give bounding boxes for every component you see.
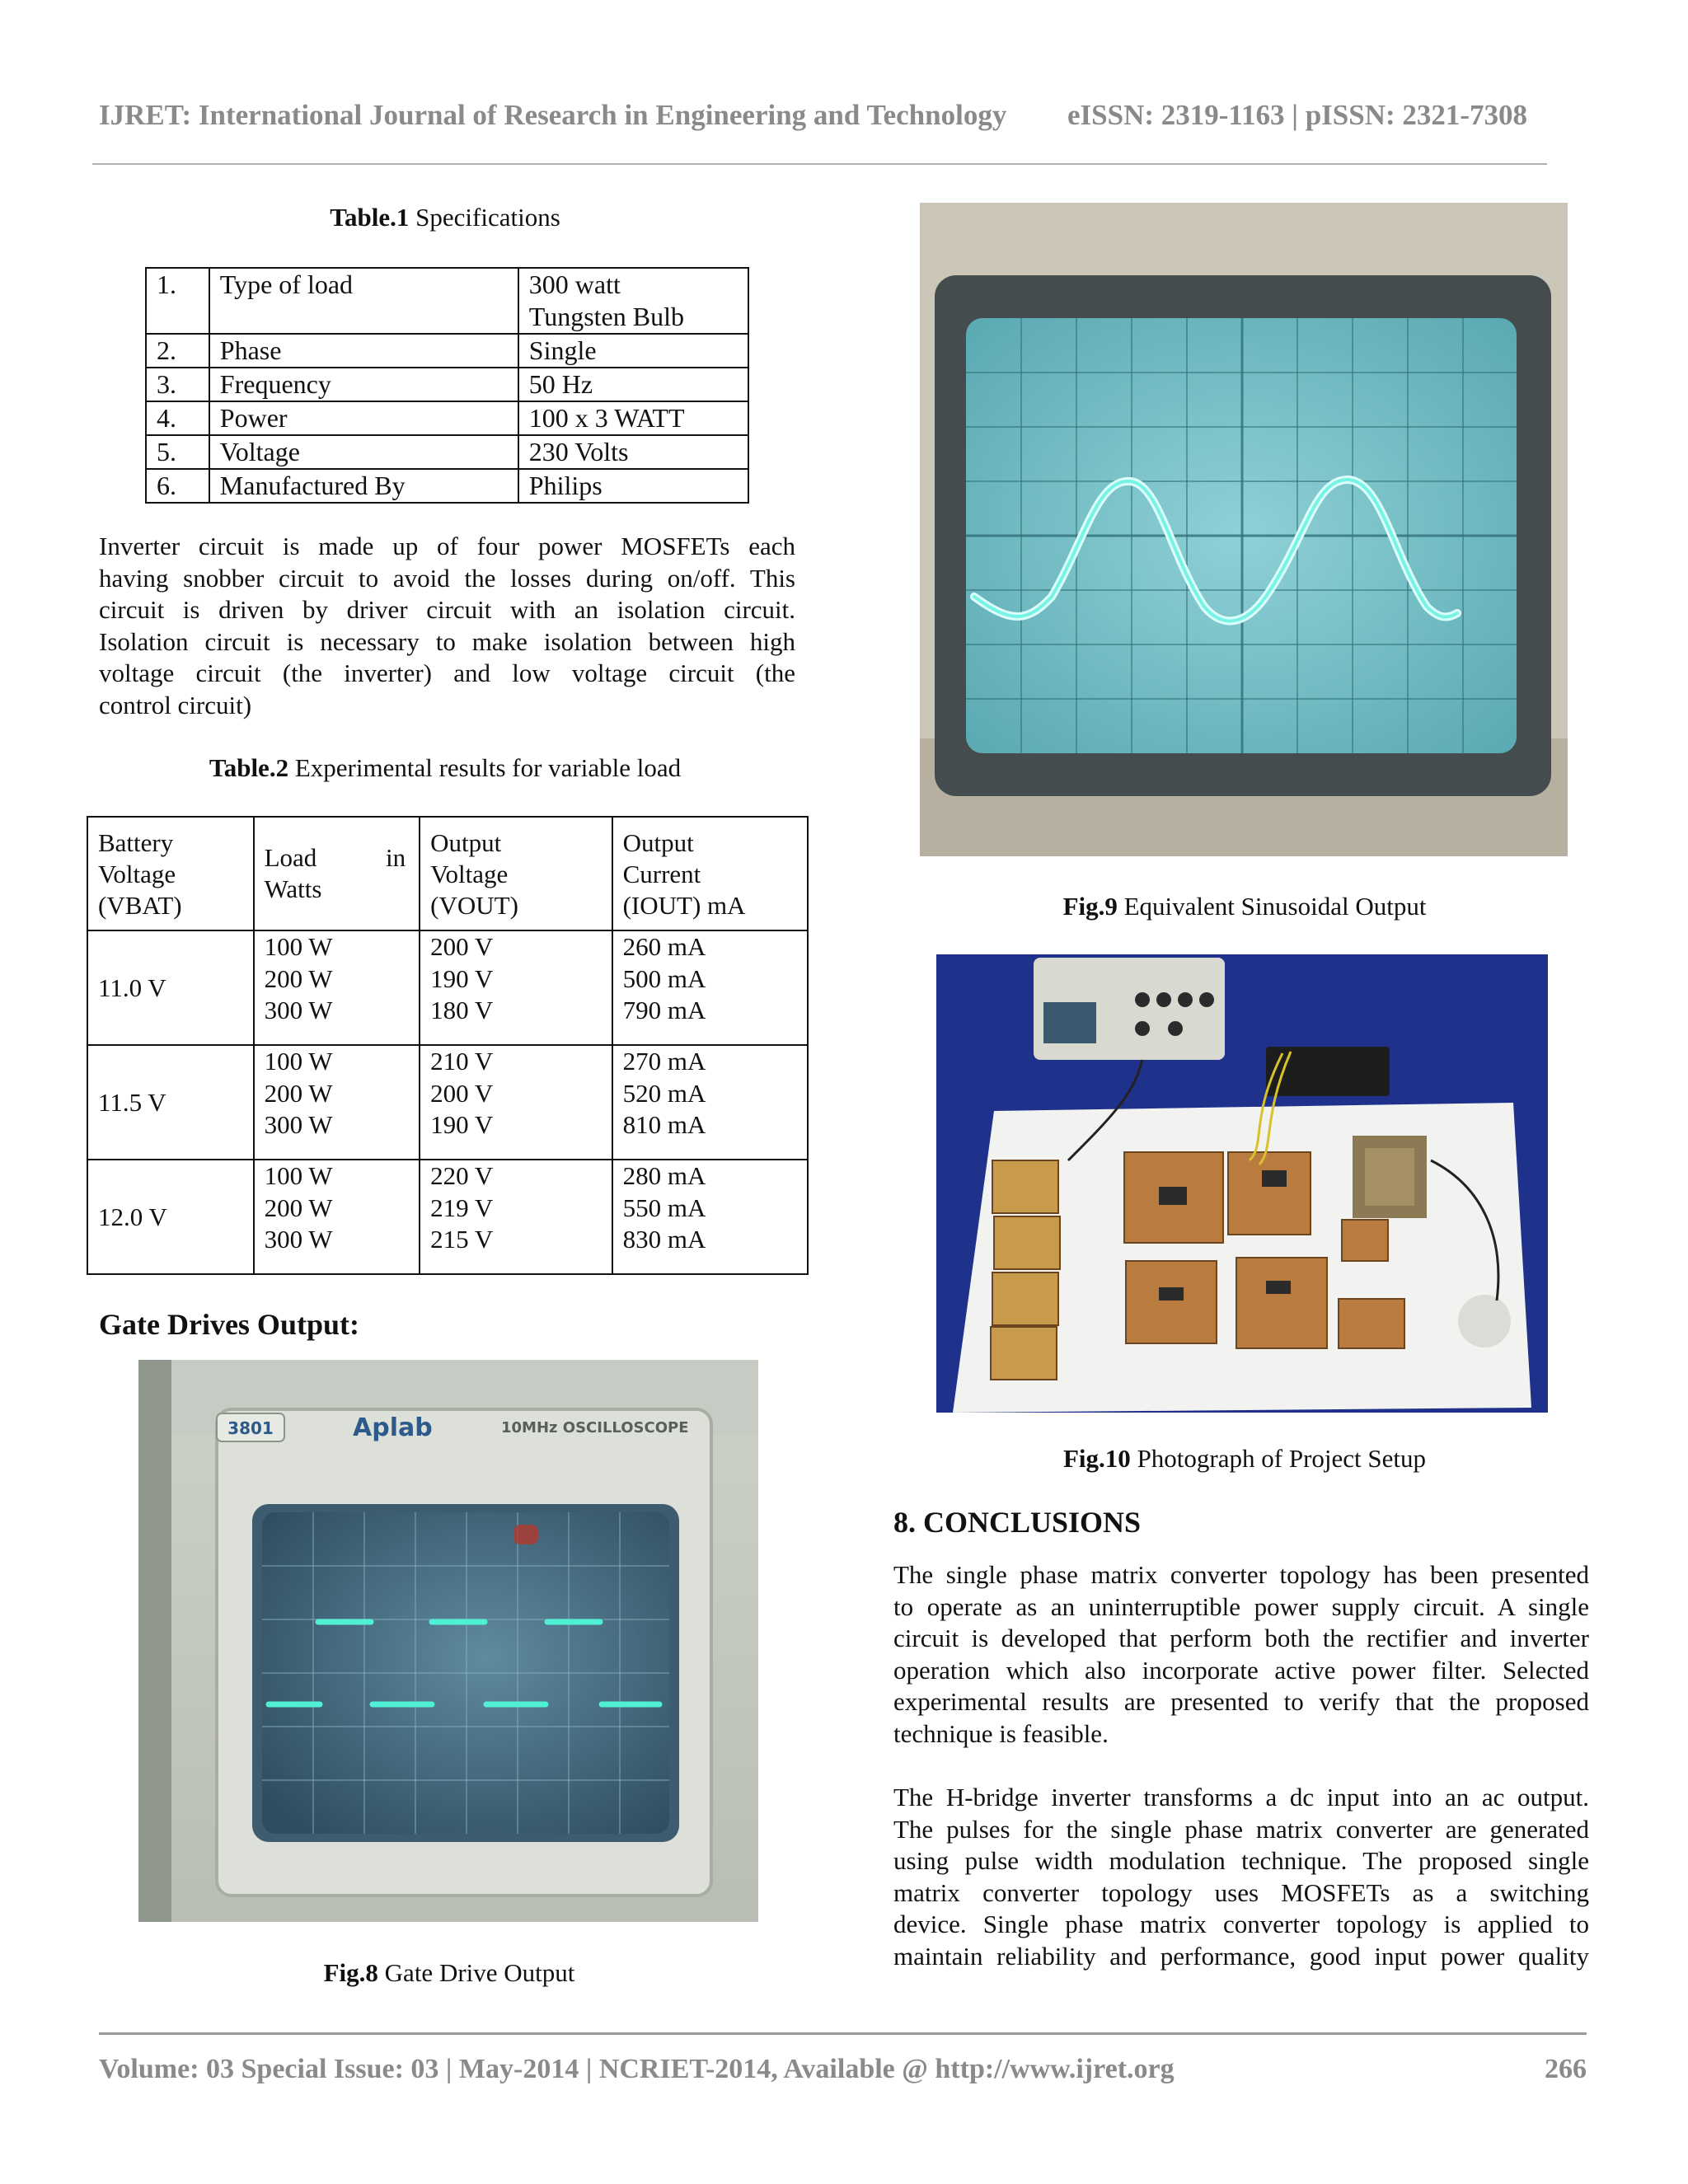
text-line: experimental results are presented to verify that the proposed [893, 1687, 1589, 1717]
footer-rule [99, 2032, 1587, 2035]
cell-line: 550 mA [622, 1193, 706, 1222]
cell-line: in [386, 843, 406, 872]
table-cell: 11.5 V [87, 1045, 254, 1160]
cell-line: Output [430, 828, 502, 857]
text-line: voltage circuit (the inverter) and low voltage circuit (the [99, 658, 795, 688]
journal-issn: eISSN: 2319-1163 | pISSN: 2321-7308 [1067, 99, 1528, 131]
cell-line: Voltage [98, 860, 176, 888]
table-cell: 5. [146, 435, 209, 469]
oscilloscope-photo [138, 1360, 758, 1922]
text-line: Isolation circuit is necessary to make isolation between high [99, 626, 795, 656]
text-line: Inverter circuit is made up of four power MOSFETs each [99, 532, 795, 560]
table-cell: 4. [146, 401, 209, 435]
cell-line: 180 V [430, 996, 494, 1024]
table1-caption [206, 203, 684, 232]
text-line: The single phase matrix converter topology has been presented [893, 1560, 1589, 1589]
table-cell: Voltage [209, 435, 518, 469]
cell-line: 100 W [264, 932, 333, 961]
cell-line: (IOUT) mA [622, 891, 746, 920]
text-line: matrix converter topology uses MOSFETs as a switching [893, 1877, 1589, 1907]
header-cell [420, 817, 612, 930]
fig8-photo [138, 1360, 758, 1922]
table-row [146, 268, 748, 334]
table-row [146, 368, 748, 401]
footer-text: Volume: 03 Special Issue: 03 | May-2014 | NCRIET-2014, Available @ http://www.ijret.org [99, 2054, 1175, 2084]
scope-model-text: 10MHz OSCILLOSCOPE [501, 1419, 689, 1436]
scope-brand-label: Aplab [353, 1413, 433, 1442]
table-cell: Philips [518, 469, 748, 503]
cell-line: Watts [264, 874, 322, 903]
table-cell: Phase [209, 334, 518, 368]
table-cell: 11.0 V [87, 930, 254, 1045]
fig8-caption-label: Fig.8 [323, 1958, 378, 1987]
text-line: circuit is driven by driver circuit with an isolation circuit. [99, 595, 795, 625]
table-row [146, 334, 748, 368]
table-cell: 6. [146, 469, 209, 503]
table-row [87, 930, 808, 1045]
table2-caption-text: Experimental results for variable load [288, 753, 682, 782]
table1-caption-text: Specifications [409, 203, 560, 232]
cell-line: 810 mA [622, 1110, 706, 1139]
cell-line: 520 mA [622, 1078, 706, 1108]
header-cell [87, 817, 254, 930]
cell-line: 500 mA [622, 963, 706, 993]
text-line: using pulse width modulation technique. The proposed single [893, 1846, 1589, 1876]
table-cell: 230 Volts [518, 435, 748, 469]
text-line: The H-bridge inverter transforms a dc input into an ac output. [893, 1783, 1589, 1811]
table-cell: 100 x 3 WATT [518, 401, 748, 435]
fig10-caption [989, 1444, 1500, 1474]
text-line: circuit is developed that perform both the rectifier and inverter [893, 1624, 1589, 1653]
experimental-results-table [87, 816, 809, 1275]
conclusions-paragraph-2 [893, 1782, 1589, 1973]
page-number: 266 [1545, 2054, 1587, 2084]
header-rule [92, 163, 1547, 165]
text-line: operation which also incorporate active power filter. Selected [893, 1655, 1589, 1685]
table-row [87, 1045, 808, 1160]
table1-caption-label: Table.1 [330, 203, 410, 232]
conclusions-paragraph-1 [893, 1559, 1589, 1750]
text-line: maintain reliability and performance, good input power quality [893, 1941, 1589, 1971]
cell-line: 210 V [430, 1047, 494, 1076]
text-line: The pulses for the single phase matrix converter are generated [893, 1814, 1589, 1844]
table-cell [420, 1045, 612, 1160]
gate-drives-heading: Gate Drives Output: [99, 1308, 359, 1341]
text-line: having snobber circuit to avoid the losses during on/off. This [99, 563, 795, 593]
table-cell: Type of load [209, 268, 518, 334]
fig9-caption-label: Fig.9 [1062, 892, 1118, 921]
fig9-caption-text: Equivalent Sinusoidal Output [1117, 892, 1427, 921]
table-cell [612, 930, 808, 1045]
cell-line: Output [622, 828, 694, 857]
cell-line: Current [622, 860, 701, 888]
table-row [146, 401, 748, 435]
cell-line: 300 W [264, 1110, 333, 1139]
header-cell [254, 817, 420, 930]
table-cell [254, 1045, 420, 1160]
fig10-photo [936, 954, 1548, 1413]
cell-line: Tungsten Bulb [528, 302, 684, 331]
fig10-caption-label: Fig.10 [1063, 1444, 1131, 1473]
table-cell: Power [209, 401, 518, 435]
cell-line: 260 mA [622, 932, 706, 961]
table-cell: 2. [146, 334, 209, 368]
table-cell [612, 1160, 808, 1274]
cell-line: Voltage [430, 860, 509, 888]
cell-line: 100 W [264, 1161, 333, 1190]
table-row [146, 435, 748, 469]
text-line: technique is feasible. [893, 1718, 1109, 1748]
cell-line: 190 V [430, 1110, 494, 1139]
specifications-table [145, 267, 749, 504]
table-cell: 3. [146, 368, 209, 401]
cell-line: (VOUT) [430, 891, 518, 920]
cell-line: 220 V [430, 1161, 494, 1190]
fig9-photo [920, 203, 1568, 856]
cell-line: 219 V [430, 1193, 494, 1222]
cell-line: (VBAT) [98, 891, 182, 920]
table-row [87, 1160, 808, 1274]
table-cell: Single [518, 334, 748, 368]
cell-line: 215 V [430, 1225, 494, 1254]
table-cell [612, 1045, 808, 1160]
cell-line: Load [264, 843, 317, 872]
cell-line: 190 V [430, 963, 494, 993]
cell-line: 300 W [264, 996, 333, 1024]
conclusions-heading: 8. CONCLUSIONS [893, 1506, 1142, 1539]
cell-line: 100 W [264, 1047, 333, 1076]
sinusoidal-oscilloscope-photo [920, 203, 1568, 856]
project-setup-photo [936, 954, 1548, 1413]
scope-model-label: 3801 [227, 1418, 274, 1438]
cell-line: Battery [98, 828, 174, 857]
text-line: to operate as an uninterruptible power supply circuit. A single [893, 1591, 1589, 1621]
cell-line: 200 V [430, 1078, 494, 1108]
table-cell: Manufactured By [209, 469, 518, 503]
fig10-caption-text: Photograph of Project Setup [1130, 1444, 1426, 1473]
text-line: device. Single phase matrix converter topology is applied to [893, 1910, 1589, 1939]
page-footer [99, 2054, 1587, 2085]
text-line: control circuit) [99, 690, 252, 719]
cell-line: 200 W [264, 963, 333, 993]
running-header [99, 99, 1550, 132]
inverter-paragraph [99, 531, 795, 722]
table2-caption [124, 753, 767, 783]
cell-line: 830 mA [622, 1225, 706, 1254]
table-header-row [87, 817, 808, 930]
cell-line: 280 mA [622, 1161, 706, 1190]
cell-line: 200 V [430, 932, 494, 961]
cell-line: 200 W [264, 1078, 333, 1108]
cell-line: 300 W [264, 1225, 333, 1254]
fig9-caption [1006, 892, 1484, 921]
cell-line: 790 mA [622, 996, 706, 1024]
table-cell: 1. [146, 268, 209, 334]
table-row [146, 469, 748, 503]
table-cell [420, 1160, 612, 1274]
table-cell [254, 930, 420, 1045]
cell-line: 270 mA [622, 1047, 706, 1076]
cell-line: 300 watt [528, 269, 621, 299]
table-cell [420, 930, 612, 1045]
journal-title: IJRET: International Journal of Research in Engineering and Technology [99, 99, 1007, 131]
table-cell: 12.0 V [87, 1160, 254, 1274]
table2-caption-label: Table.2 [209, 753, 289, 782]
fig8-caption [190, 1958, 709, 1988]
cell-line: 200 W [264, 1193, 333, 1222]
table-cell [254, 1160, 420, 1274]
table-cell: Frequency [209, 368, 518, 401]
table-cell: 50 Hz [518, 368, 748, 401]
fig8-caption-text: Gate Drive Output [377, 1958, 575, 1987]
header-cell [612, 817, 808, 930]
table-cell [518, 268, 748, 334]
